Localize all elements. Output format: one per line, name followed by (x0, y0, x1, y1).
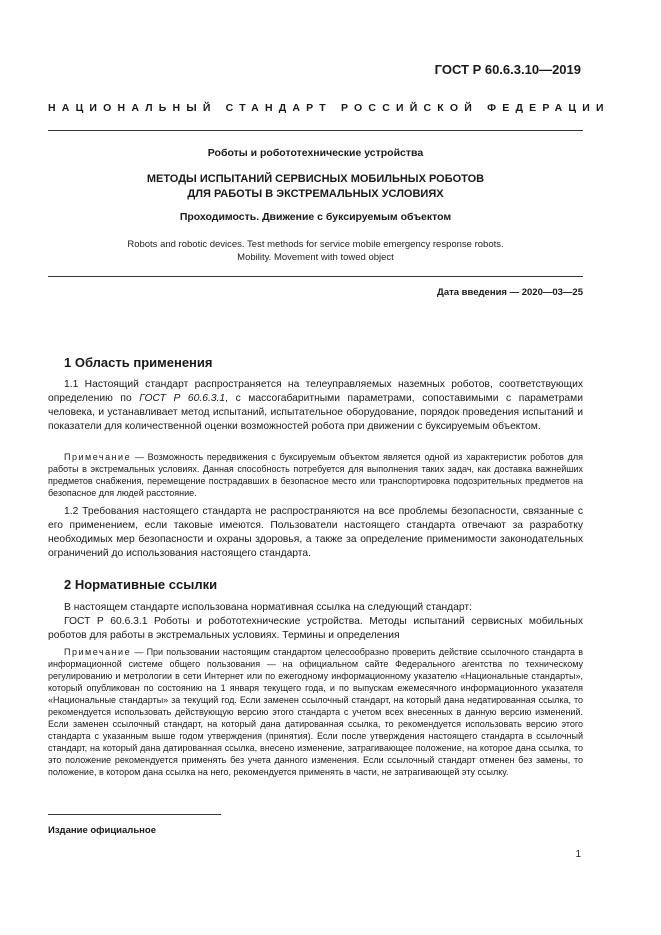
english-title-line-2: Mobility. Movement with towed object (237, 252, 394, 263)
note-text: — Возможность передвижения с буксируемым объектом является одной из характеристик роботов для работы в экстремальных условиях. Данная способность потребуется для выполнения таких задач, как доставка важнейших предметов снабжения, перемещение пострадавших в безопасное место или транспортировка подозрительных предметов на безопасное для людей расстояние. (48, 452, 583, 498)
section-1-note (48, 451, 583, 499)
title-line-2: ДЛЯ РАБОТЫ В ЭКСТРЕМАЛЬНЫХ УСЛОВИЯХ (187, 188, 444, 200)
gost-number: ГОСТ Р 60.6.3.10—2019 (434, 62, 581, 77)
document-title (48, 172, 583, 202)
national-standard-banner: НАЦИОНАЛЬНЫЙ СТАНДАРТ РОССИЙСКОЙ ФЕДЕРАЦИИ (48, 102, 610, 114)
document-subtitle: Проходимость. Движение с буксируемым объектом (179, 211, 452, 223)
footer-divider (48, 814, 221, 815)
page-number: 1 (575, 849, 581, 860)
english-title-line-1: Robots and robotic devices. Test methods for service mobile emergency response robots. (127, 239, 504, 250)
section-2-heading: 2 Нормативные ссылки (64, 577, 218, 592)
note-label: Примечание (64, 452, 132, 462)
standard-subject: Роботы и робототехнические устройства (207, 147, 424, 159)
title-divider (48, 276, 583, 277)
section-2-paragraph-1: В настоящем стандарте использована нормативная ссылка на следующий стандарт: (64, 602, 472, 613)
section-2-note (48, 646, 583, 778)
note-text: — При пользовании настоящим стандартом целесообразно проверить действие ссылочного стандарта в информационной системе общего пользования — на официальном сайте Федерального агентства по техническому регулированию и метрологии в сети Интернет или по ежегодному информационному указателю «Национальные стандарты», который опубликован по состоянию на 1 января текущего года, и по выпускам ежемесячного информационного указателя «Национальные стандарты» за текущий год. Если заменен ссылочный стандарт, на который дана недатированная ссылка, то рекомендуется использовать действующую версию этого стандарта с учетом всех внесенных в данную версию изменений. Если заменен ссылочный стандарт, на который дана датированная ссылка, то рекомендуется использовать версию этого стандарта с указанным выше годом утверждения (принятия). Если после утверждения настоящего стандарта в ссылочный стандарт, на который дана датированная ссылка, внесено изменение, затрагивающее положение, на которое дана ссылка, то это положение рекомендуется применять без учета данного изменения. Если ссылочный стандарт отменен без замены, то положение, в котором дана ссылка на него, рекомендуется применять в части, не затрагивающей эту ссылку. (48, 647, 583, 777)
english-title (48, 238, 583, 264)
official-edition-label: Издание официальное (48, 825, 156, 836)
section-1-p1-text-b: , с массогабаритными параметрами, сопоставимыми с параметрами человека, и устанавливает метод испытаний, испытательное оборудование, порядок проведения испытаний и показатели для количественной оценки возможностей робота при движении с буксируемым объектом. (48, 393, 583, 432)
top-divider (48, 130, 583, 131)
section-1-paragraph-1 (48, 378, 583, 434)
introduction-date: Дата введения — 2020—03—25 (437, 287, 583, 298)
section-1-paragraph-2: 1.2 Требования настоящего стандарта не распространяются на все проблемы безопасности, связанные с его применением, если таковые имеются. Пользователи настоящего стандарта отвечают за разработку необходимых мер безопасности и охраны здоровья, а также за определение применимости законодательных ограничений до использования настоящего стандарта. (48, 506, 583, 559)
note-label: Примечание (64, 647, 132, 657)
section-2-paragraph-2: ГОСТ Р 60.6.3.1 Роботы и робототехнические устройства. Методы испытаний сервисных мобильных роботов для работы в экстремальных условиях. Термины и определения (48, 616, 583, 641)
gost-reference-link: ГОСТ Р 60.6.3.1 (139, 393, 226, 404)
section-1-heading: 1 Область применения (64, 355, 213, 370)
section-1-p1-text-a: 1.1 Настоящий стандарт распространяется на телеуправляемых наземных роботов, соответствующих определению по (48, 379, 583, 404)
title-line-1: МЕТОДЫ ИСПЫТАНИЙ СЕРВИСНЫХ МОБИЛЬНЫХ РОБОТОВ (146, 173, 485, 185)
